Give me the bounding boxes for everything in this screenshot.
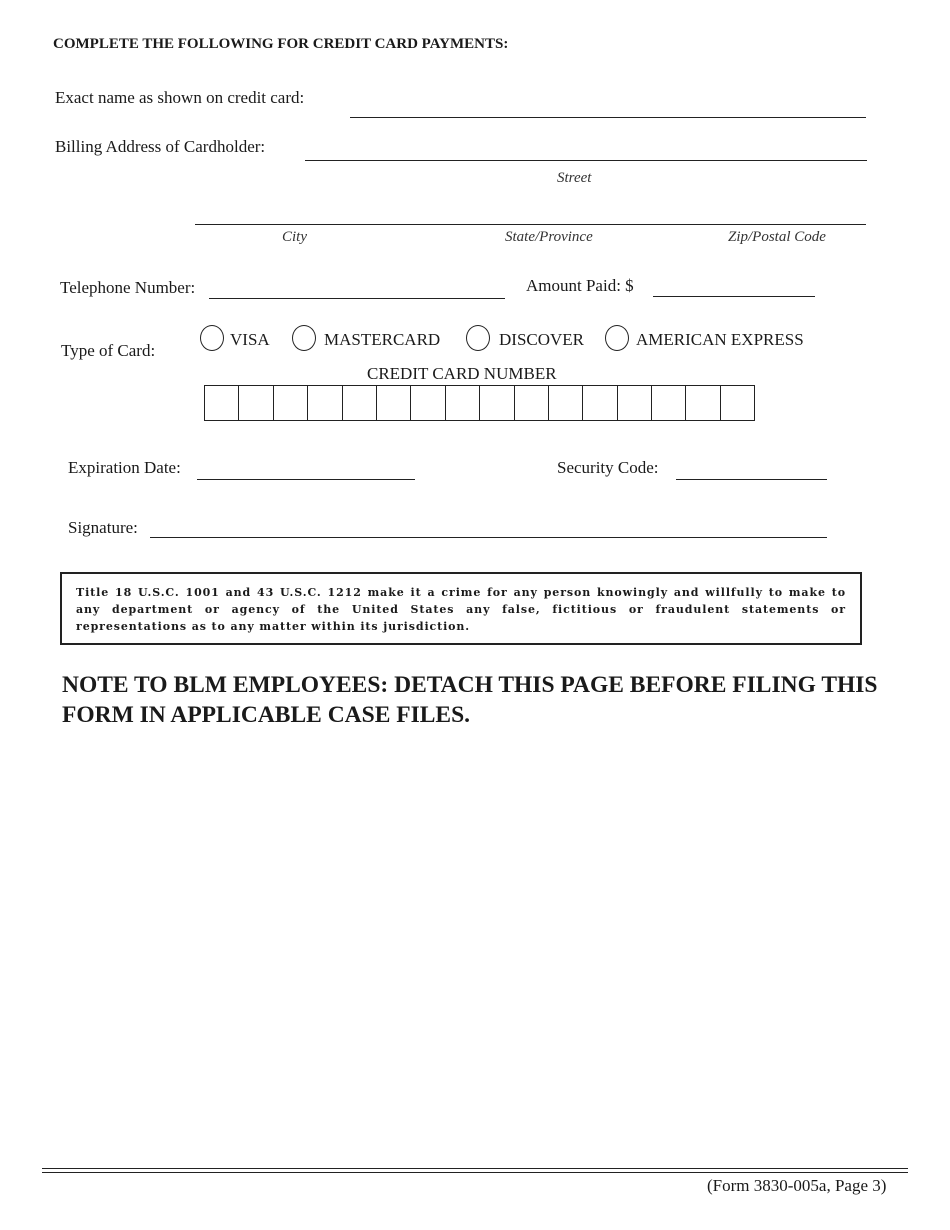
state-caption: State/Province <box>505 229 593 245</box>
footer-rule-top <box>42 1168 908 1169</box>
section-heading: COMPLETE THE FOLLOWING FOR CREDIT CARD PAYMENTS: <box>53 36 509 52</box>
mastercard-radio[interactable] <box>292 325 316 351</box>
discover-option-label: DISCOVER <box>499 330 585 349</box>
credit-card-digit-box[interactable] <box>410 385 445 421</box>
american-express-option-label: AMERICAN EXPRESS <box>636 330 804 349</box>
signature-label: Signature: <box>68 518 138 537</box>
blm-employee-note: NOTE TO BLM EMPLOYEES: DETACH THIS PAGE BEFORE FILING THIS FORM IN APPLICABLE CASE FILES. <box>62 672 878 728</box>
telephone-field[interactable] <box>209 298 505 299</box>
legal-notice-text: Title 18 U.S.C. 1001 and 43 U.S.C. 1212 make it a crime for any person knowingly and willfully to make to any department or agency of the United States any false, fictitious or fraudulent statements or representations as to any matter within its jurisdiction. <box>76 586 846 633</box>
card-type-label: Type of Card: <box>61 341 156 360</box>
street-field[interactable] <box>305 160 867 161</box>
credit-card-digit-box[interactable] <box>720 385 755 421</box>
amount-paid-label: Amount Paid: $ <box>526 276 634 295</box>
security-code-label: Security Code: <box>557 458 659 477</box>
form-page-identifier: (Form 3830-005a, Page 3) <box>707 1176 887 1195</box>
credit-card-number-grid <box>204 385 755 421</box>
credit-card-digit-box[interactable] <box>376 385 411 421</box>
cardholder-name-field[interactable] <box>350 117 866 118</box>
credit-card-number-label: CREDIT CARD NUMBER <box>367 364 557 383</box>
credit-card-digit-box[interactable] <box>342 385 377 421</box>
credit-card-digit-box[interactable] <box>238 385 273 421</box>
credit-card-digit-box[interactable] <box>479 385 514 421</box>
expiration-date-label: Expiration Date: <box>68 458 181 477</box>
credit-card-digit-box[interactable] <box>514 385 549 421</box>
credit-card-digit-box[interactable] <box>685 385 720 421</box>
cardholder-name-label: Exact name as shown on credit card: <box>55 88 305 107</box>
zip-caption: Zip/Postal Code <box>728 229 826 245</box>
footer-rule-bottom <box>42 1172 908 1173</box>
credit-card-digit-box[interactable] <box>273 385 308 421</box>
amount-paid-field[interactable] <box>653 296 815 297</box>
credit-card-digit-box[interactable] <box>445 385 480 421</box>
credit-card-digit-box[interactable] <box>307 385 342 421</box>
expiration-date-field[interactable] <box>197 479 415 480</box>
visa-radio[interactable] <box>200 325 224 351</box>
credit-card-digit-box[interactable] <box>204 385 239 421</box>
mastercard-option-label: MASTERCARD <box>324 330 441 349</box>
discover-radio[interactable] <box>466 325 490 351</box>
signature-field[interactable] <box>150 537 827 538</box>
city-caption: City <box>282 229 307 245</box>
city-state-zip-field[interactable] <box>195 224 866 225</box>
credit-card-digit-box[interactable] <box>617 385 652 421</box>
telephone-label: Telephone Number: <box>60 278 196 297</box>
credit-card-digit-box[interactable] <box>582 385 617 421</box>
legal-notice-box <box>60 572 862 645</box>
street-caption: Street <box>557 170 592 186</box>
american-express-radio[interactable] <box>605 325 629 351</box>
billing-address-label: Billing Address of Cardholder: <box>55 137 266 156</box>
visa-option-label: VISA <box>230 330 270 349</box>
security-code-field[interactable] <box>676 479 827 480</box>
credit-card-digit-box[interactable] <box>548 385 583 421</box>
credit-card-digit-box[interactable] <box>651 385 686 421</box>
